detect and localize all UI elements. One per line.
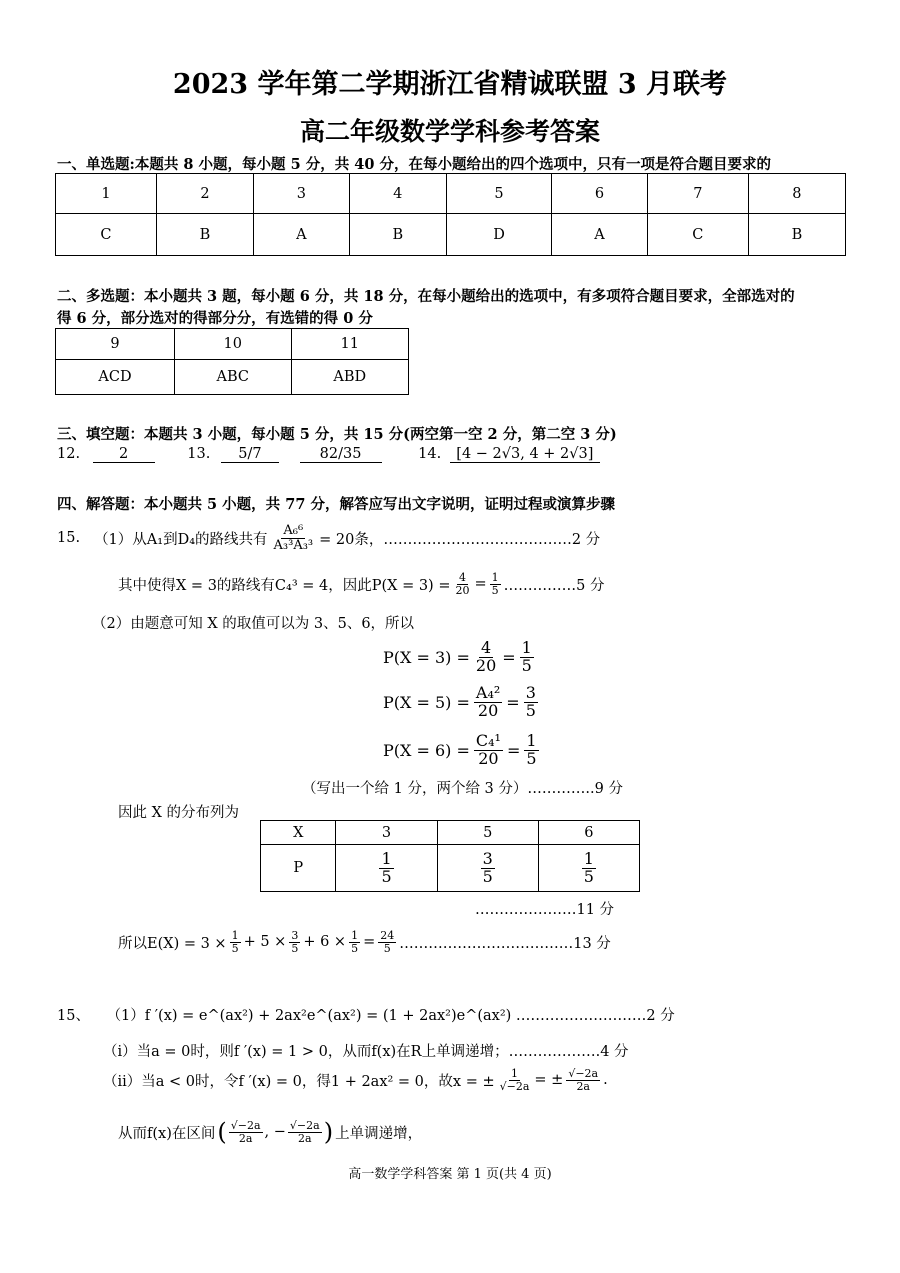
- fraction: $\frac{\text{C₄¹}}{20}$: [475, 731, 501, 768]
- section4-heading: 四、解答题：本小题共 5 小题，共 77 分，解答应写出文字说明，证明过程或演算步骤: [57, 496, 615, 513]
- table-cell: 11: [291, 329, 408, 360]
- fraction: $\frac{\text{A₄²}}{20}$: [475, 683, 501, 720]
- q13-answer1: 5/7: [221, 446, 279, 463]
- q15b-line3: （ii）当a < 0时，令f ′(x) = 0，得1 + 2ax² = 0，故x = ± $\frac{1}{√-2a}$ = ± $\frac{√-2a}{2a}$ .: [103, 1067, 608, 1093]
- table-cell: ABC: [174, 360, 291, 395]
- table-cell: 10: [174, 329, 291, 360]
- q14-answer: [4 − 2√3, 4 + 2√3]: [450, 446, 600, 463]
- table-cell: C: [647, 214, 748, 256]
- q15b-line1: [57, 1004, 675, 1025]
- prob-x5: P(X = 5) = $\frac{\text{A₄²}}{20}$ = $\frac{3}{5}$: [383, 683, 536, 720]
- fill-in-answers: [57, 446, 600, 463]
- fraction: $\frac{√-2a}{2a}$: [230, 1118, 261, 1145]
- page-title: 2023 学年第二学期浙江省精诚联盟 3 月联考: [172, 69, 728, 100]
- q15a-line2-suffix: ……………5 分: [503, 577, 605, 594]
- fraction: $\frac{1}{5}$: [521, 638, 532, 675]
- q15a-part1: [57, 524, 600, 552]
- table-cell: $\frac{1}{5}$: [336, 845, 437, 892]
- table-row: [56, 360, 409, 395]
- fraction: $\frac{1}{5}$: [231, 929, 239, 955]
- distribution-intro: 因此 X 的分布列为: [118, 805, 240, 821]
- fraction: $\frac{1}{5}$: [491, 571, 499, 597]
- table-cell: 1: [56, 174, 157, 214]
- q15b-line4: 从而f(x)在区间 ( $\frac{√-2a}{2a}$ , − $\frac{√-2a}{2a}$ ) 上单调递增，: [118, 1118, 423, 1146]
- section2-heading-line1: 二、多选题：本小题共 3 题，每小题 6 分，共 18 分，在每小题给出的选项中，有多项符合题目要求，全部选对的: [57, 288, 795, 305]
- expectation-line: 所以E(X) = 3 × $\frac{1}{5}$ + 5 × $\frac{3}{5}$ + 6 × $\frac{1}{5}$ = $\frac{24}{5}$ ………………………………13 分: [118, 929, 611, 955]
- q15b-line1-text: （1）f ′(x) = e^(ax²) + 2ax²e^(ax²) = (1 + 2ax²)e^(ax²) ………………………2 分: [106, 1008, 675, 1024]
- page-subtitle: 高二年级数学学科参考答案: [299, 117, 600, 146]
- table-cell: B: [156, 214, 253, 256]
- table-cell: C: [56, 214, 157, 256]
- fraction: $\frac{4}{20}$: [455, 571, 470, 597]
- table-row: [56, 214, 846, 256]
- q14-label: 14.: [418, 446, 442, 462]
- distribution-table: [260, 820, 640, 892]
- table-cell: B: [349, 214, 446, 256]
- q13-answer2: 82/35: [300, 446, 382, 463]
- table-cell: 6: [538, 821, 639, 845]
- multi-choice-table: [55, 328, 409, 395]
- fraction: $\frac{4}{20}$: [475, 638, 497, 675]
- table-cell: A: [254, 214, 350, 256]
- section3-heading: 三、填空题：本题共 3 小题，每小题 5 分，共 15 分(两空第一空 2 分，第二空 3 分): [57, 426, 617, 443]
- section1-heading: 一、单选题:本题共 8 小题，每小题 5 分，共 40 分，在每小题给出的四个选项中，只有一项是符合题目要求的: [57, 156, 771, 173]
- q15b-label: 15、: [57, 1008, 90, 1024]
- fraction: $\frac{\text{A₆⁶}}{\text{A₃³A₃³}}$: [273, 523, 314, 553]
- q15b-line2: （i）当a = 0时，则f ′(x) = 1 > 0，从而f(x)在R上单调递增；……………….4 分: [103, 1044, 629, 1060]
- table-cell: $\frac{1}{5}$: [538, 845, 639, 892]
- score-11: …………………11 分: [475, 902, 615, 918]
- table-cell: 5: [446, 174, 551, 214]
- table-cell: 7: [647, 174, 748, 214]
- fraction: $\frac{24}{5}$: [380, 929, 395, 955]
- table-cell: 8: [748, 174, 845, 214]
- equals-sign: =: [474, 576, 487, 593]
- q15a-part1-prefix: （1）从A₁到D₄的路线共有: [94, 531, 268, 548]
- table-row: [56, 174, 846, 214]
- q12-label: 12.: [57, 446, 81, 462]
- table-cell: 9: [56, 329, 175, 360]
- q15a-part1-suffix: = 20条，…………………………………2 分: [319, 531, 601, 548]
- q12-answer: 2: [93, 446, 155, 463]
- single-choice-table: [55, 173, 846, 256]
- q13-label: 13.: [187, 446, 211, 462]
- fraction: $\frac{1}{√-2a}$: [499, 1067, 530, 1093]
- scoring-note: （写出一个给 1 分，两个给 3 分）…………..9 分: [302, 781, 623, 797]
- table-cell: 5: [437, 821, 538, 845]
- prob-x6: P(X = 6) = $\frac{\text{C₄¹}}{20}$ = $\frac{1}{5}$: [383, 731, 537, 768]
- table-row: [261, 821, 640, 845]
- prob-x3: P(X = 3) = $\frac{4}{20}$ = $\frac{1}{5}$: [383, 638, 532, 675]
- left-paren: (: [217, 1118, 227, 1146]
- fraction: $\frac{3}{5}$: [525, 683, 536, 720]
- table-cell: $\frac{3}{5}$: [437, 845, 538, 892]
- table-row: [261, 845, 640, 892]
- table-cell: B: [748, 214, 845, 256]
- table-cell: ACD: [56, 360, 175, 395]
- table-cell: D: [446, 214, 551, 256]
- right-paren: ): [323, 1118, 334, 1146]
- q15a-line2-prefix: 其中使得X = 3的路线有C₄³ = 4，因此P(X = 3) =: [118, 577, 451, 594]
- fraction: $\frac{√-2a}{2a}$: [289, 1118, 320, 1145]
- table-cell: 4: [349, 174, 446, 214]
- q15a-part2: （2）由题意可知 X 的取值可以为 3、5、6，所以: [92, 616, 415, 632]
- table-cell: 3: [254, 174, 350, 214]
- page-footer: 高一数学学科答案 第 1 页(共 4 页): [348, 1167, 552, 1182]
- q15a-line2: [118, 572, 604, 596]
- fraction: $\frac{1}{5}$: [526, 731, 537, 768]
- fraction: $\frac{1}{5}$: [351, 929, 359, 955]
- table-cell: P: [261, 845, 336, 892]
- table-row: [56, 329, 409, 360]
- table-cell: 3: [336, 821, 437, 845]
- table-cell: X: [261, 821, 336, 845]
- table-cell: 2: [156, 174, 253, 214]
- table-cell: A: [552, 214, 648, 256]
- q15a-label: 15.: [57, 530, 81, 547]
- table-cell: ABD: [291, 360, 408, 395]
- fraction: $\frac{3}{5}$: [291, 929, 299, 955]
- section2-heading-line2: 得 6 分，部分选对的得部分分，有选错的得 0 分: [57, 310, 373, 327]
- fraction: $\frac{√-2a}{2a}$: [568, 1067, 599, 1093]
- table-cell: 6: [552, 174, 648, 214]
